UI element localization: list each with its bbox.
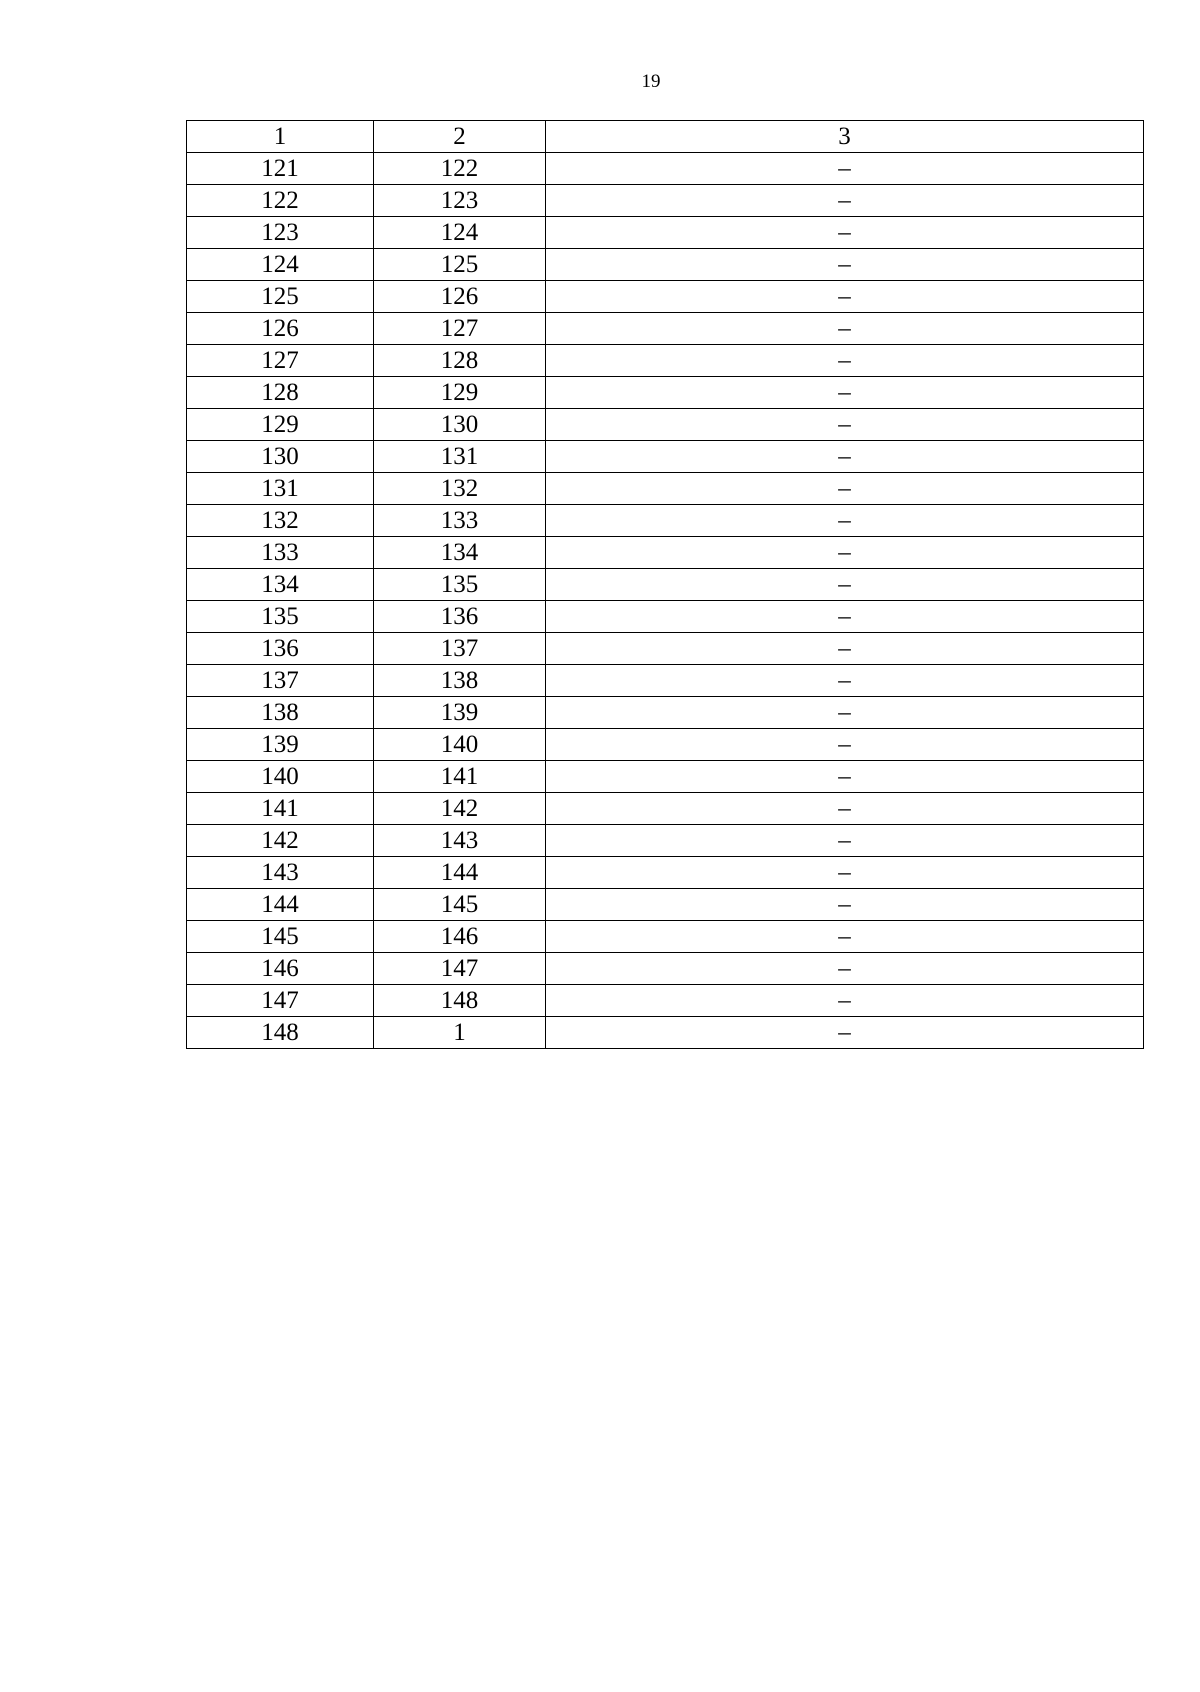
table-cell-col-2: 141 [374, 761, 546, 793]
table-cell-col-3: – [546, 601, 1144, 633]
table-row [187, 505, 1144, 537]
table-row [187, 313, 1144, 345]
table-cell-col-3: – [546, 953, 1144, 985]
table-cell-col-3: – [546, 249, 1144, 281]
table-cell-col-2: 148 [374, 985, 546, 1017]
table-cell-col-3: – [546, 505, 1144, 537]
table-cell-col-1: 129 [187, 409, 374, 441]
table-row [187, 729, 1144, 761]
table-cell-col-3: – [546, 665, 1144, 697]
table-cell-col-2: 139 [374, 697, 546, 729]
table-cell-col-1: 141 [187, 793, 374, 825]
table-cell-col-2: 145 [374, 889, 546, 921]
column-header-1: 1 [187, 121, 374, 153]
table-cell-col-3: – [546, 921, 1144, 953]
table-row [187, 249, 1144, 281]
table-row [187, 793, 1144, 825]
table-cell-col-3: – [546, 217, 1144, 249]
column-header-2: 2 [374, 121, 546, 153]
table-cell-col-2: 138 [374, 665, 546, 697]
table-cell-col-3: – [546, 569, 1144, 601]
table-row [187, 281, 1144, 313]
table-cell-col-2: 134 [374, 537, 546, 569]
header-row [187, 121, 1144, 153]
table-cell-col-2: 136 [374, 601, 546, 633]
table-cell-col-3: – [546, 441, 1144, 473]
table-row [187, 185, 1144, 217]
data-table [186, 120, 1144, 1049]
table-cell-col-1: 132 [187, 505, 374, 537]
table-cell-col-2: 137 [374, 633, 546, 665]
table-row [187, 1017, 1144, 1049]
table-cell-col-3: – [546, 409, 1144, 441]
table-cell-col-1: 131 [187, 473, 374, 505]
table-cell-col-3: – [546, 825, 1144, 857]
table-cell-col-1: 128 [187, 377, 374, 409]
table-cell-col-1: 135 [187, 601, 374, 633]
table-cell-col-2: 1 [374, 1017, 546, 1049]
table-body [187, 153, 1144, 1049]
table-cell-col-3: – [546, 345, 1144, 377]
table-cell-col-2: 124 [374, 217, 546, 249]
table-cell-col-1: 138 [187, 697, 374, 729]
table-cell-col-2: 143 [374, 825, 546, 857]
table-cell-col-1: 140 [187, 761, 374, 793]
table-row [187, 953, 1144, 985]
table-cell-col-3: – [546, 1017, 1144, 1049]
table-row [187, 441, 1144, 473]
table-cell-col-2: 132 [374, 473, 546, 505]
table-row [187, 889, 1144, 921]
table-cell-col-3: – [546, 473, 1144, 505]
page-number: 19 [641, 71, 661, 92]
table-cell-col-3: – [546, 185, 1144, 217]
table-cell-col-3: – [546, 633, 1144, 665]
table-cell-col-2: 135 [374, 569, 546, 601]
table-row [187, 985, 1144, 1017]
table-cell-col-3: – [546, 761, 1144, 793]
table-cell-col-2: 129 [374, 377, 546, 409]
table-cell-col-3: – [546, 729, 1144, 761]
table-cell-col-1: 142 [187, 825, 374, 857]
table-row [187, 857, 1144, 889]
table-cell-col-3: – [546, 281, 1144, 313]
table-row [187, 473, 1144, 505]
table-row [187, 569, 1144, 601]
table-cell-col-1: 121 [187, 153, 374, 185]
table-cell-col-1: 147 [187, 985, 374, 1017]
table-cell-col-2: 126 [374, 281, 546, 313]
column-header-3: 3 [546, 121, 1144, 153]
table-cell-col-3: – [546, 697, 1144, 729]
table-row [187, 665, 1144, 697]
table-cell-col-2: 127 [374, 313, 546, 345]
table-cell-col-2: 131 [374, 441, 546, 473]
table-row [187, 377, 1144, 409]
table-cell-col-1: 133 [187, 537, 374, 569]
table-cell-col-1: 130 [187, 441, 374, 473]
table-cell-col-1: 127 [187, 345, 374, 377]
table-cell-col-1: 144 [187, 889, 374, 921]
table-cell-col-2: 146 [374, 921, 546, 953]
table-cell-col-1: 123 [187, 217, 374, 249]
table-cell-col-1: 148 [187, 1017, 374, 1049]
table-row [187, 697, 1144, 729]
table-row [187, 409, 1144, 441]
table-cell-col-2: 125 [374, 249, 546, 281]
table-cell-col-3: – [546, 153, 1144, 185]
table-cell-col-2: 123 [374, 185, 546, 217]
table-cell-col-2: 142 [374, 793, 546, 825]
table-cell-col-2: 144 [374, 857, 546, 889]
table-cell-col-3: – [546, 985, 1144, 1017]
table-cell-col-1: 146 [187, 953, 374, 985]
table-row [187, 345, 1144, 377]
table-row [187, 761, 1144, 793]
table-row [187, 921, 1144, 953]
table-cell-col-2: 130 [374, 409, 546, 441]
table-cell-col-2: 133 [374, 505, 546, 537]
table-row [187, 153, 1144, 185]
table-cell-col-1: 145 [187, 921, 374, 953]
table-cell-col-1: 126 [187, 313, 374, 345]
table-cell-col-3: – [546, 377, 1144, 409]
table-cell-col-3: – [546, 857, 1144, 889]
table-cell-col-3: – [546, 313, 1144, 345]
table-cell-col-2: 140 [374, 729, 546, 761]
table-cell-col-1: 136 [187, 633, 374, 665]
table-row [187, 217, 1144, 249]
table-cell-col-2: 122 [374, 153, 546, 185]
table-cell-col-1: 125 [187, 281, 374, 313]
table-cell-col-1: 124 [187, 249, 374, 281]
table-cell-col-3: – [546, 793, 1144, 825]
table-cell-col-1: 143 [187, 857, 374, 889]
table-cell-col-1: 139 [187, 729, 374, 761]
table-row [187, 825, 1144, 857]
table-row [187, 633, 1144, 665]
table-cell-col-2: 147 [374, 953, 546, 985]
table-cell-col-1: 134 [187, 569, 374, 601]
table-cell-col-3: – [546, 537, 1144, 569]
table-cell-col-1: 137 [187, 665, 374, 697]
table-cell-col-2: 128 [374, 345, 546, 377]
table-cell-col-3: – [546, 889, 1144, 921]
table-row [187, 601, 1144, 633]
table-cell-col-1: 122 [187, 185, 374, 217]
table-row [187, 537, 1144, 569]
